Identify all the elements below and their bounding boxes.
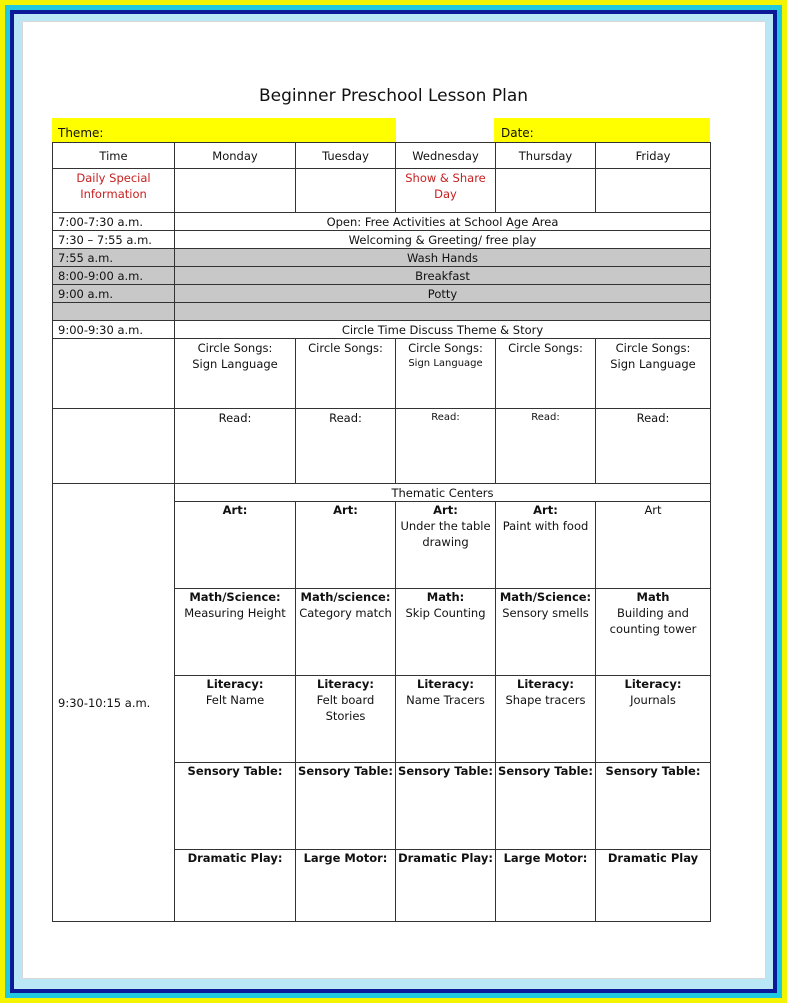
- read-monday[interactable]: Read:: [175, 409, 296, 484]
- daily-special-wednesday[interactable]: Show & Share Day: [396, 169, 496, 213]
- schedule-time: 8:00-9:00 a.m.: [53, 267, 175, 285]
- schedule-time: 9:00-9:30 a.m.: [53, 321, 175, 339]
- thematic-centers-heading-row: [53, 484, 711, 502]
- lesson-plan-table: [52, 142, 711, 922]
- sensory-tuesday[interactable]: Sensory Table:: [296, 763, 396, 850]
- art-friday[interactable]: Art: [596, 502, 711, 589]
- header-wednesday: Wednesday: [396, 143, 496, 169]
- read-time-blank: [53, 409, 175, 484]
- blank-time: [53, 303, 175, 321]
- circle-time-blank: [53, 339, 175, 409]
- header-time: Time: [53, 143, 175, 169]
- schedule-row: [53, 267, 711, 285]
- schedule-row: [53, 213, 711, 231]
- header-friday: Friday: [596, 143, 711, 169]
- header-thursday: Thursday: [496, 143, 596, 169]
- daily-special-monday[interactable]: [175, 169, 296, 213]
- schedule-activity: Open: Free Activities at School Age Area: [175, 213, 711, 231]
- schedule-time: 7:30 – 7:55 a.m.: [53, 231, 175, 249]
- math-thursday[interactable]: Math/Science: Sensory smells: [496, 589, 596, 676]
- schedule-row: [53, 249, 711, 267]
- schedule-activity: Potty: [175, 285, 711, 303]
- schedule-row: [53, 285, 711, 303]
- play-friday[interactable]: Dramatic Play: [596, 850, 711, 922]
- circle-songs-row: [53, 339, 711, 409]
- circle-friday[interactable]: Circle Songs: Sign Language: [596, 339, 711, 409]
- header-row: [53, 143, 711, 169]
- art-thursday[interactable]: Art: Paint with food: [496, 502, 596, 589]
- schedule-time: 7:55 a.m.: [53, 249, 175, 267]
- circle-thursday[interactable]: Circle Songs:: [496, 339, 596, 409]
- math-monday[interactable]: Math/Science: Measuring Height: [175, 589, 296, 676]
- math-friday[interactable]: Math Building and counting tower: [596, 589, 711, 676]
- read-tuesday[interactable]: Read:: [296, 409, 396, 484]
- sensory-thursday[interactable]: Sensory Table:: [496, 763, 596, 850]
- play-monday[interactable]: Dramatic Play:: [175, 850, 296, 922]
- circle-tuesday[interactable]: Circle Songs:: [296, 339, 396, 409]
- sensory-monday[interactable]: Sensory Table:: [175, 763, 296, 850]
- literacy-friday[interactable]: Literacy: Journals: [596, 676, 711, 763]
- art-monday[interactable]: Art:: [175, 502, 296, 589]
- date-label: Date:: [501, 126, 534, 140]
- play-wednesday[interactable]: Dramatic Play:: [396, 850, 496, 922]
- blank-grey-row: [53, 303, 711, 321]
- schedule-activity: Welcoming & Greeting/ free play: [175, 231, 711, 249]
- schedule-row: [53, 321, 711, 339]
- schedule-activity: Wash Hands: [175, 249, 711, 267]
- read-row: [53, 409, 711, 484]
- thematic-centers-heading: Thematic Centers: [175, 484, 711, 502]
- daily-special-row: [53, 169, 711, 213]
- theme-field[interactable]: [52, 118, 396, 142]
- circle-monday[interactable]: Circle Songs: Sign Language: [175, 339, 296, 409]
- header-tuesday: Tuesday: [296, 143, 396, 169]
- math-tuesday[interactable]: Math/science: Category match: [296, 589, 396, 676]
- centers-time: 9:30-10:15 a.m.: [53, 484, 175, 922]
- play-tuesday[interactable]: Large Motor:: [296, 850, 396, 922]
- daily-special-friday[interactable]: [596, 169, 711, 213]
- schedule-time: 9:00 a.m.: [53, 285, 175, 303]
- art-wednesday[interactable]: Art: Under the table drawing: [396, 502, 496, 589]
- daily-special-tuesday[interactable]: [296, 169, 396, 213]
- literacy-thursday[interactable]: Literacy: Shape tracers: [496, 676, 596, 763]
- sensory-wednesday[interactable]: Sensory Table:: [396, 763, 496, 850]
- play-thursday[interactable]: Large Motor:: [496, 850, 596, 922]
- literacy-tuesday[interactable]: Literacy: Felt board Stories: [296, 676, 396, 763]
- schedule-activity: Breakfast: [175, 267, 711, 285]
- header-monday: Monday: [175, 143, 296, 169]
- daily-special-label: Daily Special Information: [53, 169, 175, 213]
- read-friday[interactable]: Read:: [596, 409, 711, 484]
- theme-label: Theme:: [58, 126, 104, 140]
- literacy-wednesday[interactable]: Literacy: Name Tracers: [396, 676, 496, 763]
- blank-activity: [175, 303, 711, 321]
- literacy-monday[interactable]: Literacy: Felt Name: [175, 676, 296, 763]
- art-tuesday[interactable]: Art:: [296, 502, 396, 589]
- math-wednesday[interactable]: Math: Skip Counting: [396, 589, 496, 676]
- schedule-row: [53, 231, 711, 249]
- daily-special-thursday[interactable]: [496, 169, 596, 213]
- read-wednesday[interactable]: Read:: [396, 409, 496, 484]
- circle-wednesday[interactable]: Circle Songs: Sign Language: [396, 339, 496, 409]
- schedule-activity: Circle Time Discuss Theme & Story: [175, 321, 711, 339]
- schedule-time: 7:00-7:30 a.m.: [53, 213, 175, 231]
- read-thursday[interactable]: Read:: [496, 409, 596, 484]
- page-title: Beginner Preschool Lesson Plan: [258, 86, 529, 106]
- sensory-friday[interactable]: Sensory Table:: [596, 763, 711, 850]
